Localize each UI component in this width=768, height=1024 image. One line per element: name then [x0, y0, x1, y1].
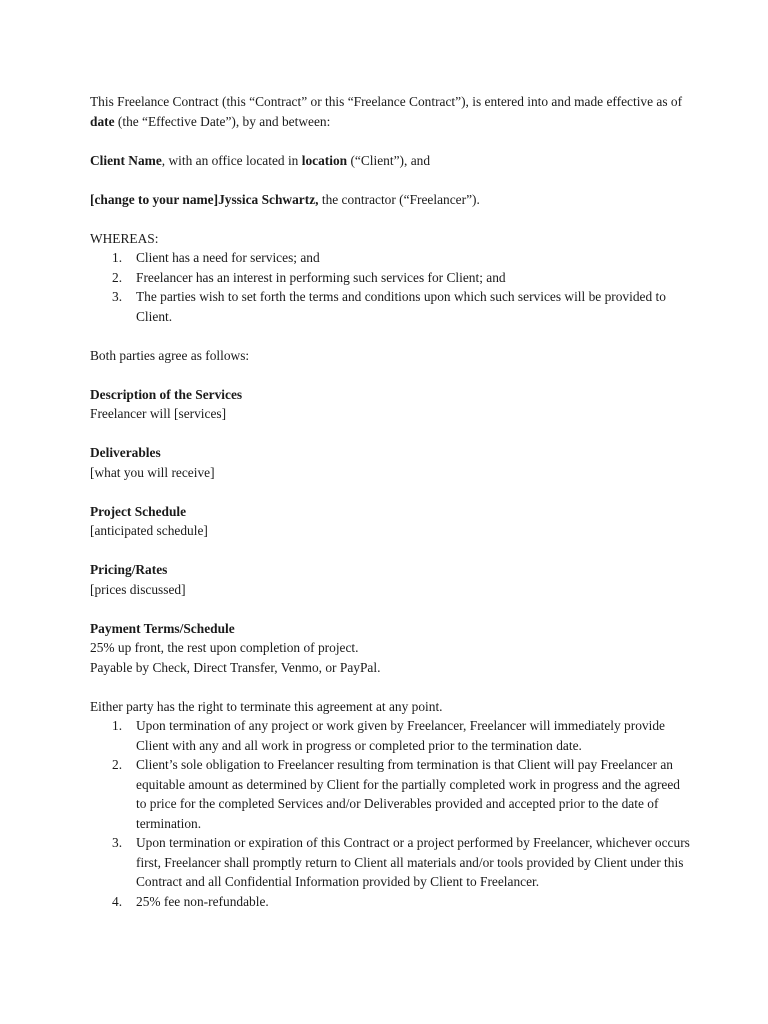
freelancer-paragraph: [change to your name]Jyssica Schwartz, the contractor (“Freelancer”).	[90, 191, 480, 207]
section-heading-deliverables: Deliverables	[90, 445, 161, 460]
contract-body	[90, 92, 690, 911]
client-paragraph: Client Name, with an office located in location (“Client”), and	[90, 152, 431, 168]
list-item: 2. Client’s sole obligation to Freelancer resulting from termination is that Client will pay Freelancer an equitable amount as determined by Client for the partially completed work in progress and the agreed to price for the completed Services and/or Deliverables provided and accepted prior to the date of termination.	[112, 757, 681, 831]
section-text-payment-2: Payable by Check, Direct Transfer, Venmo, or PayPal.	[90, 659, 381, 675]
termination-list	[90, 716, 690, 911]
list-item: 3. The parties wish to set forth the terms and conditions upon which such services will be provided to Client.	[112, 289, 666, 324]
list-item: 1. Client has a need for services; and	[112, 250, 320, 265]
whereas-list	[90, 248, 690, 326]
section-text-pricing: [prices discussed]	[90, 581, 186, 597]
agree-paragraph: Both parties agree as follows:	[90, 347, 250, 363]
effective-date-placeholder: date	[90, 113, 115, 129]
whereas-title: WHEREAS:	[90, 230, 159, 246]
section-heading-schedule: Project Schedule	[90, 503, 187, 519]
section-text-payment-1: 25% up front, the rest upon completion of project.	[90, 640, 359, 655]
list-item: 1. Upon termination of any project or work given by Freelancer, Freelancer will immediately provide Client with any and all work in progress or completed prior to the termination date.	[112, 718, 665, 753]
freelancer-name: [change to your name]Jyssica Schwartz	[90, 191, 316, 207]
termination-intro: Either party has the right to terminate this agreement at any point.	[90, 698, 443, 714]
intro-paragraph: This Freelance Contract (this “Contract” or this “Freelance Contract”), is entered into and made effective as of date (the “Effective Date”), by and between:	[90, 94, 683, 129]
section-text-schedule: [anticipated schedule]	[90, 523, 208, 538]
list-item: 4. 25% fee non-refundable.	[112, 893, 269, 909]
client-name-placeholder: Client Name	[90, 152, 162, 168]
section-text-deliverables: [what you will receive]	[90, 464, 215, 480]
section-heading-pricing: Pricing/Rates	[90, 562, 168, 577]
client-location-placeholder: location	[301, 152, 348, 168]
list-item: 2. Freelancer has an interest in performing such services for Client; and	[112, 269, 506, 285]
section-text-services: Freelancer will [services]	[90, 406, 227, 421]
section-heading-payment: Payment Terms/Schedule	[90, 620, 235, 636]
list-item: 3. Upon termination or expiration of this Contract or a project performed by Freelancer, whichever occurs first, Freelancer shall promptly return to Client all materials and/or tools provided by Client under this Contract and all Confidential Information provided by Client to Freelancer.	[112, 835, 690, 889]
section-heading-services: Description of the Services	[90, 386, 243, 402]
